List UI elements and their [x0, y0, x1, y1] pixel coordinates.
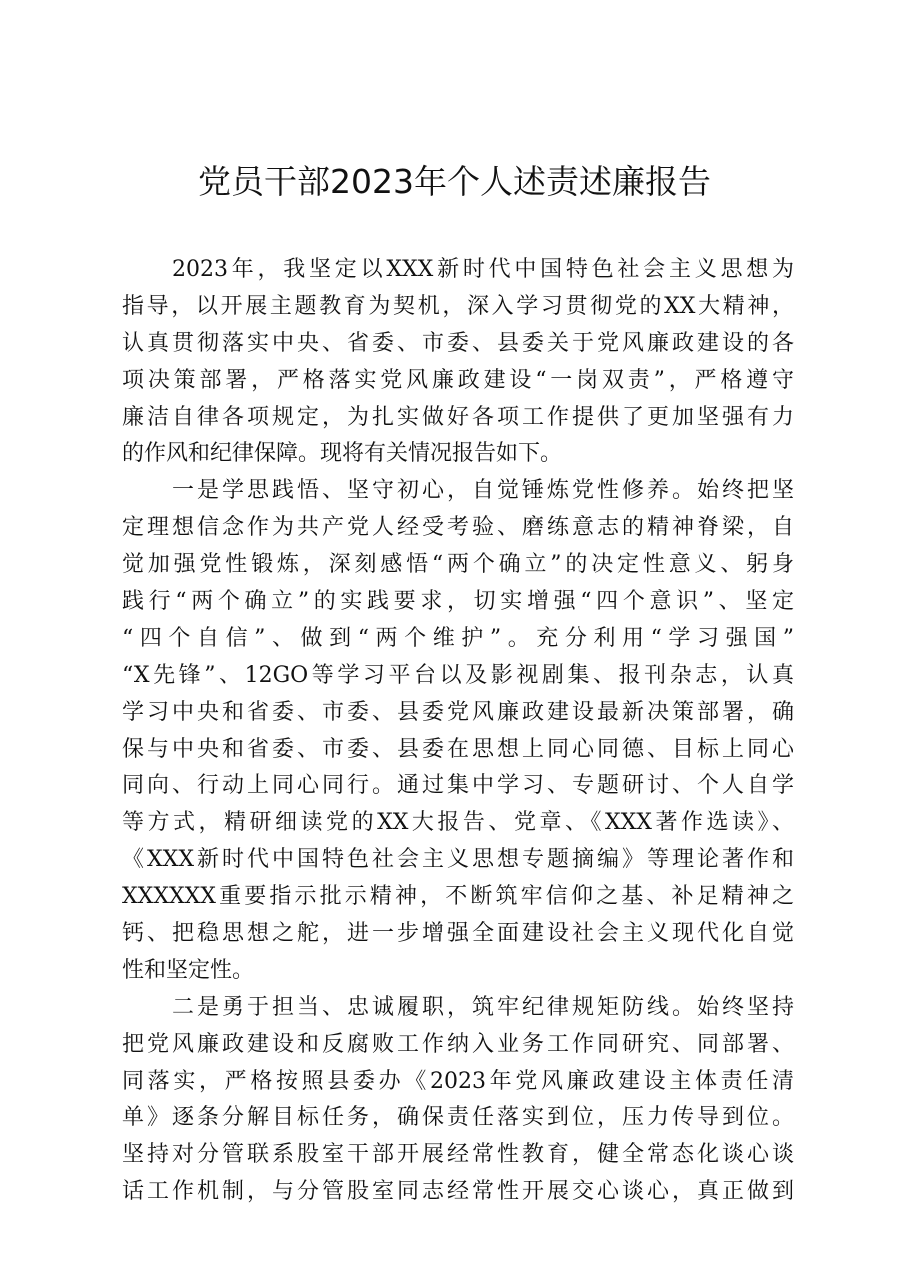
text-line: 践行“两个确立”的实践要求，切实增强“四个意识”、坚定: [122, 589, 794, 615]
text-line: 的作风和纪律保障。现将有关情况报告如下。: [122, 441, 563, 467]
text-line: 学习中央和省委、市委、县委党风廉政建设最新决策部署，确: [122, 699, 794, 725]
text-line: 把党风廉政建设和反腐败工作纳入业务工作同研究、同部署、: [122, 1031, 794, 1057]
paragraph-intro: [122, 252, 794, 473]
text-line: 话工作机制，与分管股室同志经常性开展交心谈心，真正做到: [122, 1179, 794, 1205]
text-line: 坚持对分管联系股室干部开展经常性教育，健全常态化谈心谈: [122, 1142, 794, 1168]
text-line: 单》逐条分解目标任务，确保责任落实到位，压力传导到位。: [122, 1105, 794, 1131]
text-line: 同落实，严格按照县委办《2023年党风廉政建设主体责任清: [122, 1068, 794, 1094]
text-line: 二是勇于担当、忠诚履职，筑牢纪律规矩防线。始终坚持: [172, 994, 794, 1020]
text-line: 保与中央和省委、市委、县委在思想上同心同德、目标上同心: [122, 736, 794, 762]
text-line: 廉洁自律各项规定，为扎实做好各项工作提供了更加坚强有力: [122, 404, 794, 430]
text-line: “四个自信”、做到“两个维护”。充分利用“学习强国”: [122, 625, 794, 651]
text-line: 《XXX新时代中国特色社会主义思想专题摘编》等理论著作和: [122, 847, 794, 873]
text-line: 指导，以开展主题教育为契机，深入学习贯彻党的XX大精神，: [122, 293, 794, 319]
text-line: XXXXXX重要指示批示精神，不断筑牢信仰之基、补足精神之: [122, 884, 794, 910]
text-line: 2023年，我坚定以XXX新时代中国特色社会主义思想为: [172, 257, 794, 282]
text-line: 认真贯彻落实中央、省委、市委、县委关于党风廉政建设的各: [122, 330, 794, 356]
text-line: 项决策部署，严格落实党风廉政建设“一岗双责”，严格遵守: [122, 367, 794, 393]
text-line: 一是学思践悟、坚守初心，自觉锤炼党性修养。始终把坚: [172, 478, 794, 504]
document-body: [122, 252, 794, 1211]
paragraph-section-one: [122, 473, 794, 989]
text-line: 钙、把稳思想之舵，进一步增强全面建设社会主义现代化自觉: [122, 921, 794, 947]
paragraph-section-two: [122, 990, 794, 1211]
document-title: 党员干部2023年个人述责述廉报告: [198, 162, 711, 201]
text-line: 等方式，精研细读党的XX大报告、党章、《XXX著作选读》、: [122, 810, 794, 836]
text-line: 定理想信念作为共产党人经受考验、磨练意志的精神脊梁，自: [122, 515, 794, 541]
text-line: 性和坚定性。: [122, 957, 255, 983]
text-line: 觉加强党性锻炼，深刻感悟“两个确立”的决定性意义、躬身: [122, 552, 794, 578]
text-line: “X先锋”、12GO等学习平台以及影视剧集、报刊杂志，认真: [122, 662, 794, 688]
text-line: 同向、行动上同心同行。通过集中学习、专题研讨、个人自学: [122, 773, 794, 799]
